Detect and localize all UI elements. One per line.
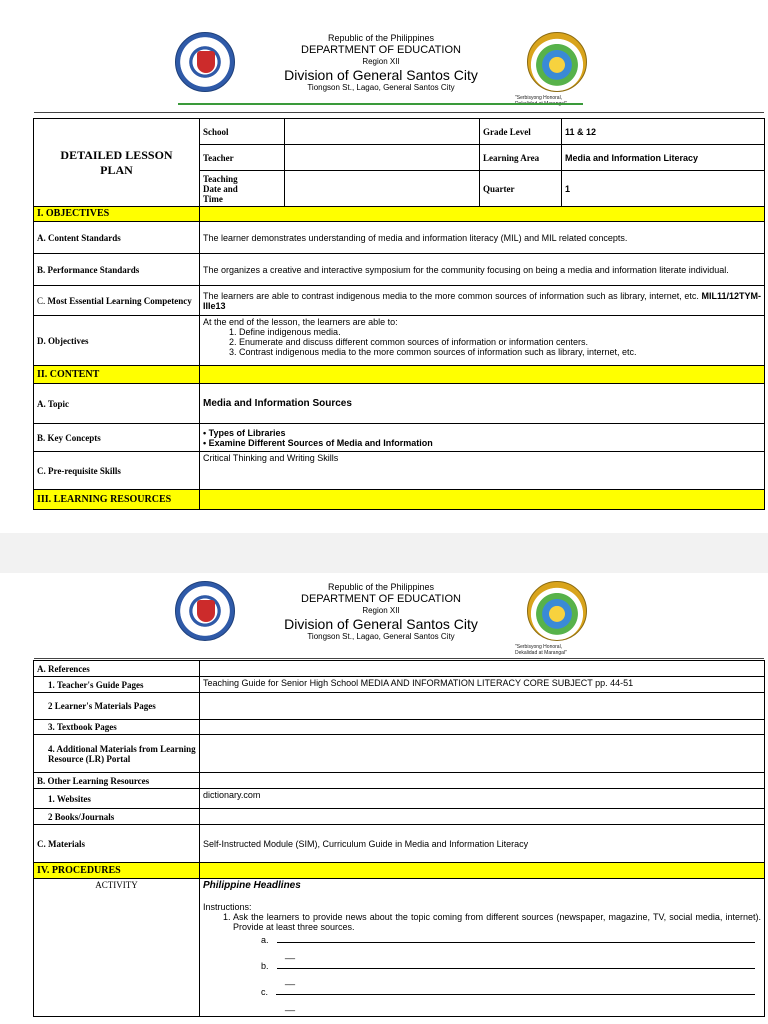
area-value: Media and Information Literacy bbox=[562, 145, 765, 171]
procedures-heading: IV. PROCEDURES bbox=[34, 863, 200, 879]
objective-item: 3. Contrast indigenous media to the more common sources of information such as library, internet, etc. bbox=[239, 347, 761, 357]
instructions-label: Instructions: bbox=[203, 902, 252, 912]
prereq-label: C. Pre-requisite Skills bbox=[34, 452, 200, 490]
answer-line-b: b. bbox=[203, 958, 761, 971]
deped-seal-icon bbox=[175, 581, 235, 641]
motto: "Serbisyong Honoral, Dekalidad at Marangal" bbox=[515, 644, 567, 656]
quarter-label: Quarter bbox=[480, 171, 562, 207]
lm-pages-label: 2 Learner's Materials Pages bbox=[34, 693, 200, 720]
objective-item: 1. Define indigenous media. bbox=[239, 327, 761, 337]
objectives-value: At the end of the lesson, the learners are able to: 1. Define indigenous media. 2. Enumerate and discuss different common sources of information or information centers. 3. Contrast indigenous media to the more common sources of information such as library, internet, etc. bbox=[200, 316, 765, 366]
objective-item: 2. Enumerate and discuss different common sources of information or information centers. bbox=[239, 337, 761, 347]
school-label: School bbox=[200, 119, 285, 145]
division-text: Division of General Santos City bbox=[284, 67, 478, 83]
key-concepts-label: B. Key Concepts bbox=[34, 424, 200, 452]
objectives-label: D. Objectives bbox=[34, 316, 200, 366]
page-gap bbox=[0, 533, 768, 573]
grade-value: 11 & 12 bbox=[562, 119, 765, 145]
page-top-rule bbox=[34, 658, 764, 659]
websites-value: dictionary.com bbox=[200, 789, 765, 809]
department-text: DEPARTMENT OF EDUCATION bbox=[301, 44, 461, 56]
letterhead-text bbox=[245, 33, 517, 93]
textbook-pages-label: 3. Textbook Pages bbox=[34, 720, 200, 735]
key-concept-item: • Types of Libraries bbox=[203, 428, 761, 438]
activity-content: Philippine Headlines Instructions: 1. Ask the learners to provide news about the topic coming from different sources (newspaper, magazine, TV, social media, internet). Provide at least three sources. a. __ b. __ c. __ bbox=[200, 879, 765, 1017]
other-resources-label: B. Other Learning Resources bbox=[34, 773, 200, 789]
letterhead bbox=[175, 30, 595, 104]
melc-value: The learners are able to contrast indigenous media to the more common sources of information such as library, internet, etc. MIL11/12TYM-IIIe13 bbox=[200, 286, 765, 316]
answer-line-a: a. bbox=[203, 932, 761, 945]
tg-pages-value: Teaching Guide for Senior High School MEDIA AND INFORMATION LITERACY CORE SUBJECT pp. 44-51 bbox=[200, 677, 765, 693]
prereq-value: Critical Thinking and Writing Skills bbox=[200, 452, 765, 490]
area-label: Learning Area bbox=[480, 145, 562, 171]
teacher-value bbox=[285, 145, 480, 171]
date-label: Teaching Date and Time bbox=[200, 171, 285, 207]
topic-value: Media and Information Sources bbox=[200, 384, 765, 424]
key-concepts-value bbox=[200, 424, 765, 452]
date-value bbox=[285, 171, 480, 207]
melc-code: MIL11/12TYM-IIIe13 bbox=[203, 290, 761, 311]
objectives-heading: I. OBJECTIVES bbox=[34, 207, 200, 222]
resources-heading: III. LEARNING RESOURCES bbox=[34, 490, 200, 510]
resources-procedures-table bbox=[33, 660, 765, 1017]
performance-standards-label: B. Performance Standards bbox=[34, 254, 200, 286]
books-label: 2 Books/Journals bbox=[34, 809, 200, 825]
grade-label: Grade Level bbox=[480, 119, 562, 145]
gensan-seal-icon bbox=[527, 32, 587, 92]
page-2 bbox=[0, 573, 768, 1024]
quarter-value: 1 bbox=[562, 171, 765, 207]
materials-label: C. Materials bbox=[34, 825, 200, 863]
content-heading: II. CONTENT bbox=[34, 366, 200, 384]
lr-portal-label: 4. Additional Materials from Learning Resource (LR) Portal bbox=[34, 735, 200, 773]
gensan-seal-icon bbox=[527, 581, 587, 641]
motto: "Serbisyong Honoral, bbox=[515, 95, 563, 101]
key-concept-item: • Examine Different Sources of Media and Information bbox=[203, 438, 761, 448]
letterhead-divider bbox=[178, 103, 583, 105]
region-text: Region XII bbox=[362, 57, 400, 66]
content-standards-label: A. Content Standards bbox=[34, 222, 200, 254]
performance-standards-value: The organizes a creative and interactive symposium for the community focusing on being a media and information literate individual. bbox=[200, 254, 765, 286]
instruction-item: 1. Ask the learners to provide news about the topic coming from different sources (newspaper, magazine, TV, social media, internet). Provide at least three sources. bbox=[233, 912, 761, 932]
letterhead bbox=[175, 579, 595, 656]
melc-label: C. Most Essential Learning Competency bbox=[34, 286, 200, 316]
content-standards-value: The learner demonstrates understanding of media and information literacy (MIL) and MIL related concepts. bbox=[200, 222, 765, 254]
instructions-list bbox=[203, 912, 761, 932]
references-label: A. References bbox=[34, 661, 200, 677]
activity-label: ACTIVITY bbox=[34, 879, 200, 1017]
address-text: Tiongson St., Lagao, General Santos City bbox=[307, 83, 455, 92]
activity-title: Philippine Headlines bbox=[203, 880, 301, 891]
teacher-label: Teacher bbox=[200, 145, 285, 171]
tg-pages-label: 1. Teacher's Guide Pages bbox=[34, 677, 200, 693]
answer-line-c: c. bbox=[203, 984, 761, 997]
page-top-rule bbox=[34, 112, 764, 113]
lesson-plan-table bbox=[33, 118, 765, 510]
letterhead-text: Republic of the Philippines DEPARTMENT OF EDUCATION Region XII Division of General Santos City Tiongson St., Lagao, General Santos City bbox=[284, 582, 478, 641]
websites-label: 1. Websites bbox=[34, 789, 200, 809]
materials-value: Self-Instructed Module (SIM), Curriculum Guide in Media and Information Literacy bbox=[200, 825, 765, 863]
objectives-list bbox=[203, 327, 761, 357]
dlp-title: DETAILED LESSON PLAN bbox=[34, 119, 200, 207]
deped-seal-icon bbox=[175, 32, 235, 92]
school-value bbox=[285, 119, 480, 145]
topic-label: A. Topic bbox=[34, 384, 200, 424]
republic-text: Republic of the Philippines bbox=[327, 33, 435, 43]
